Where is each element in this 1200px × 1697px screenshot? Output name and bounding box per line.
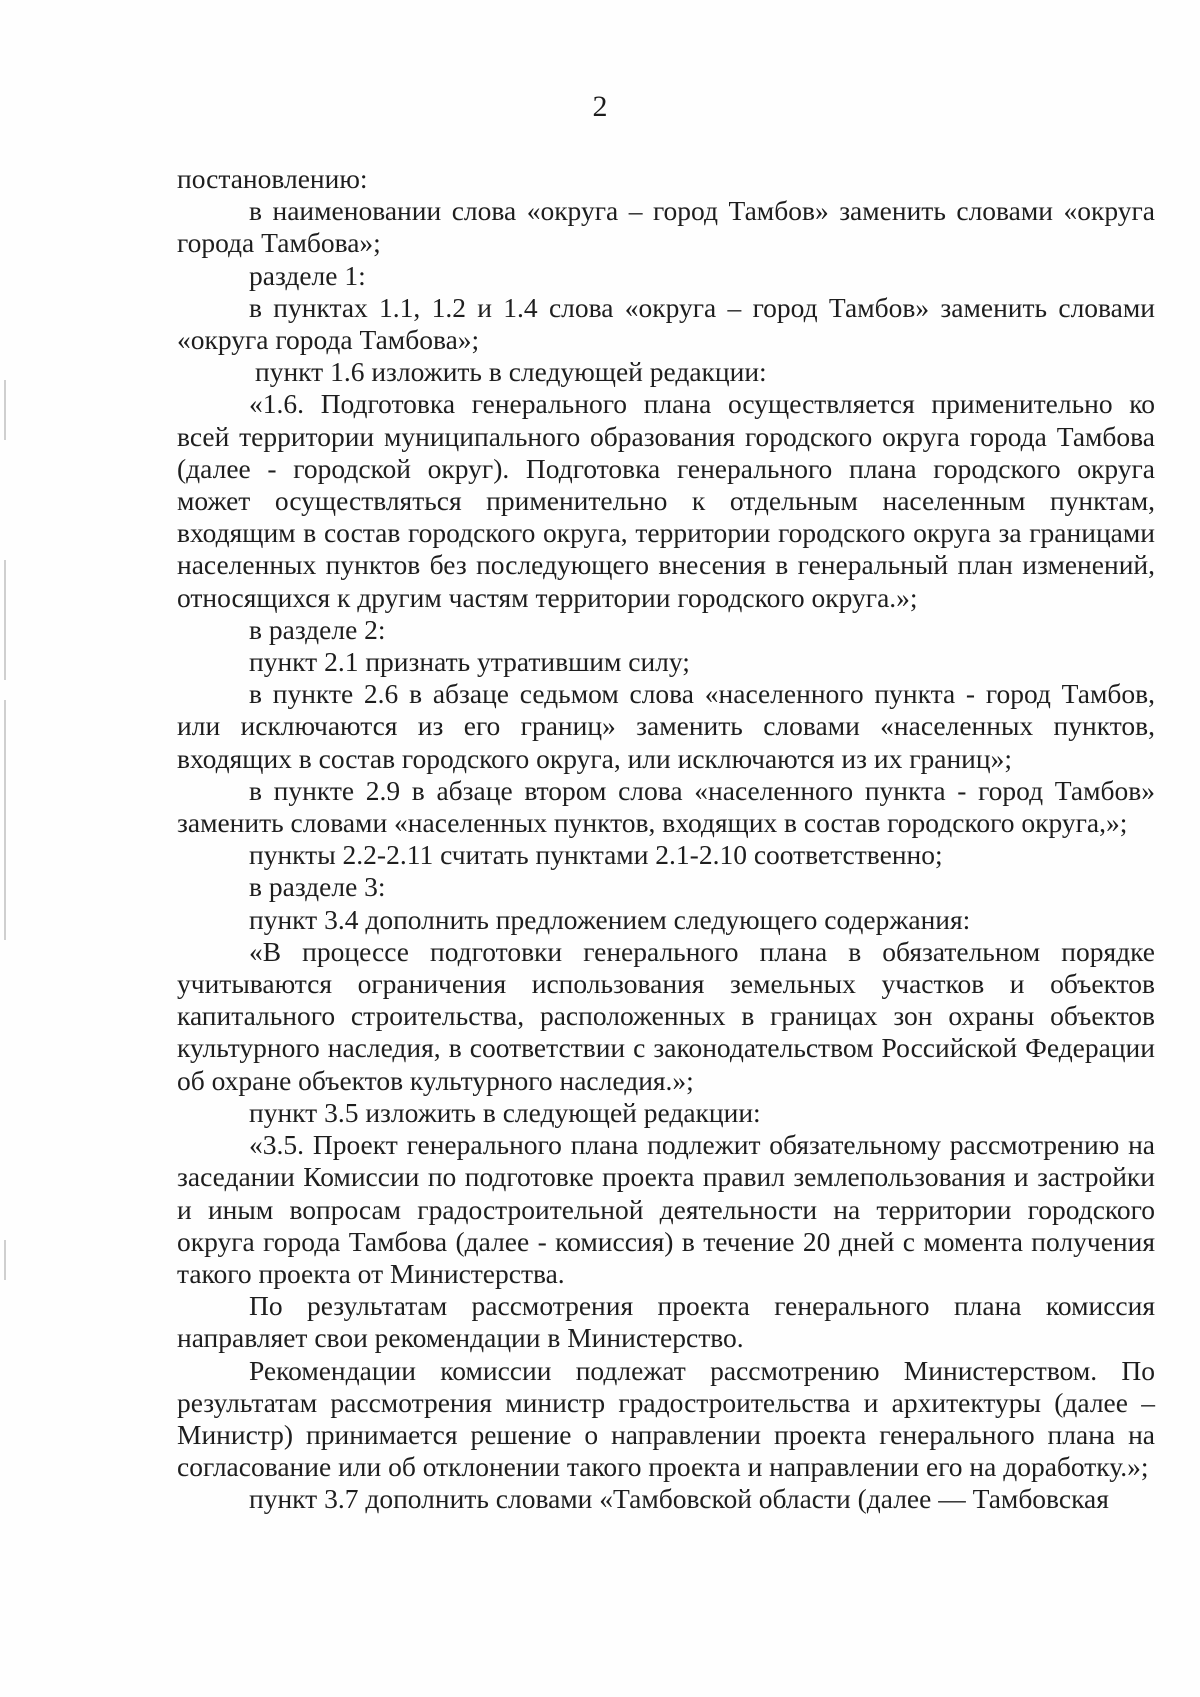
- paragraph: «3.5. Проект генерального плана подлежит обязательному рассмотрению на заседании Комиссии по подготовке проекта правил землепользования и застройки и иным вопросам градостроительной деятельности на территории городского округа города Тамбова (далее - комиссия) в течение 20 дней с момента получения такого проекта от Министерства.: [177, 1129, 1155, 1289]
- paragraph: в разделе 2:: [249, 613, 386, 645]
- page-number: 2: [592, 90, 608, 123]
- scan-artifact: [4, 380, 6, 440]
- document-body: [177, 163, 1155, 1516]
- paragraph: в пункте 2.6 в абзаце седьмом слова «населенного пункта - город Тамбов, или исключаются из его границ» заменить словами «населенных пунктов, входящих в состав городского округа, или исключаются из их границ»;: [177, 678, 1155, 774]
- paragraph: пункт 2.1 признать утратившим силу;: [249, 646, 690, 678]
- paragraph: в наименовании слова «округа – город Тамбов» заменить словами «округа города Тамбова»;: [177, 195, 1155, 259]
- paragraph: пункт 3.5 изложить в следующей редакции:: [249, 1096, 761, 1128]
- paragraph: постановлению:: [177, 163, 368, 194]
- paragraph: в пункте 2.9 в абзаце втором слова «населенного пункта - город Тамбов» заменить словами «населенных пунктов, входящих в состав городского округа,»;: [177, 774, 1155, 839]
- paragraph: в разделе 3:: [249, 871, 386, 903]
- paragraph: По результатам рассмотрения проекта генерального плана комиссия направляет свои рекомендации в Министерство.: [177, 1290, 1155, 1354]
- paragraph: разделе 1:: [249, 259, 366, 291]
- paragraph: «В процессе подготовки генерального плана в обязательном порядке учитываются ограничения использования земельных участков и объектов капитального строительства, расположенных в границах зон охраны объектов культурного наследия, в соответствии с законодательством Российской Федерации об охране объектов культурного наследия.»;: [177, 935, 1155, 1096]
- paragraph: пункт 1.6 изложить в следующей редакции:: [255, 356, 767, 388]
- paragraph: в пунктах 1.1, 1.2 и 1.4 слова «округа – город Тамбов» заменить словами «округа города Тамбова»;: [177, 291, 1155, 356]
- paragraph: пункт 3.4 дополнить предложением следующего содержания:: [249, 903, 971, 935]
- scan-artifact: [4, 700, 6, 940]
- scan-artifact: [4, 1240, 6, 1280]
- paragraph: пункты 2.2-2.11 считать пунктами 2.1-2.10 соответственно;: [249, 839, 943, 871]
- paragraph: пункт 3.7 дополнить словами «Тамбовской области (далее — Тамбовская: [249, 1483, 1109, 1515]
- paragraph: «1.6. Подготовка генерального плана осуществляется применительно ко всей территории муниципального образования городского округа города Тамбова (далее - городской округ). Подготовка генерального плана городского округа может осуществляться применительно к отдельным населенным пунктам, входящим в состав городского округа, территории городского округа за границами населенных пунктов без последующего внесения в генеральный план изменений, относящихся к другим частям территории городского округа.»;: [177, 388, 1155, 613]
- scan-artifact: [4, 560, 6, 680]
- paragraph: Рекомендации комиссии подлежат рассмотрению Министерством. По результатам рассмотрения министр градостроительства и архитектуры (далее – Министр) принимается решение о направлении проекта генерального плана на согласование или об отклонении такого проекта и направлении его на доработку.»;: [177, 1354, 1155, 1483]
